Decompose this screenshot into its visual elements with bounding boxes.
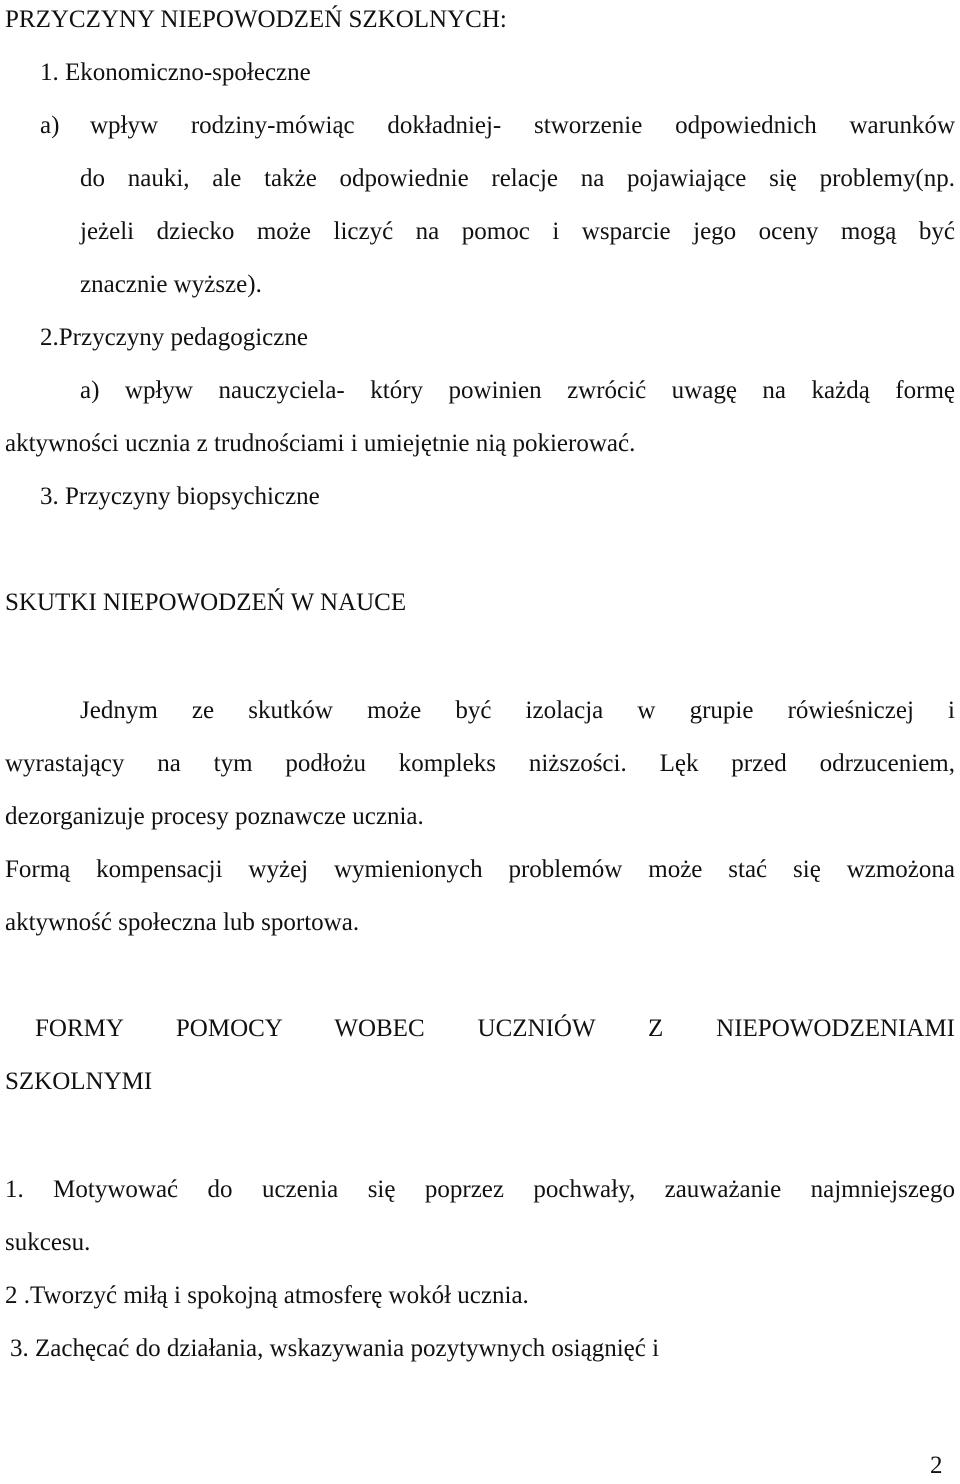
para1-line-2: wyrastający na tym podłożu kompleks niższości. Lęk przed odrzuceniem, bbox=[5, 750, 955, 777]
section3-heading-line-1: FORMY POMOCY WOBEC UCZNIÓW Z NIEPOWODZENIAMI bbox=[35, 1015, 955, 1042]
section2-heading: SKUTKI NIEPOWODZEŃ W NAUCE bbox=[5, 589, 407, 616]
item2-title: 2.Przyczyny pedagogiczne bbox=[40, 324, 308, 351]
item1-a-line-2: do nauki, ale także odpowiednie relacje na pojawiające się problemy(np. bbox=[80, 165, 955, 192]
item1-a-line-1: wpływ rodziny-mówiąc dokładniej- stworzenie odpowiednich warunków bbox=[90, 112, 955, 139]
para1-line-1: Jednym ze skutków może być izolacja w grupie rówieśniczej i bbox=[80, 697, 955, 724]
item1-title: 1. Ekonomiczno-społeczne bbox=[40, 59, 311, 86]
help-item1-line-1: 1. Motywować do uczenia się poprzez pochwały, zauważanie najmniejszego bbox=[5, 1176, 955, 1203]
item1-a-line-4: znacznie wyższe). bbox=[80, 271, 262, 298]
item2-a-line-1: a) wpływ nauczyciela- który powinien zwrócić uwagę na każdą formę bbox=[80, 377, 955, 404]
section3-heading-line-2: SZKOLNYMI bbox=[5, 1068, 153, 1095]
item1-a-marker: a) bbox=[40, 112, 60, 139]
para2-line-1: Formą kompensacji wyżej wymienionych problemów może stać się wzmożona bbox=[5, 856, 955, 883]
para1-line-3: dezorganizuje procesy poznawcze ucznia. bbox=[5, 803, 424, 830]
help-item1-line-2: sukcesu. bbox=[5, 1229, 91, 1256]
item1-a-line-3: jeżeli dziecko może liczyć na pomoc i wsparcie jego oceny mogą być bbox=[80, 218, 955, 245]
item3-title: 3. Przyczyny biopsychiczne bbox=[40, 483, 320, 510]
section1-heading: PRZYCZYNY NIEPOWODZEŃ SZKOLNYCH: bbox=[5, 6, 507, 33]
para2-line-2: aktywność społeczna lub sportowa. bbox=[5, 909, 360, 936]
help-item2: 2 .Tworzyć miłą i spokojną atmosferę wokół ucznia. bbox=[5, 1282, 529, 1309]
help-item3: 3. Zachęcać do działania, wskazywania pozytywnych osiągnięć i bbox=[10, 1335, 660, 1362]
page-number: 2 bbox=[930, 1452, 943, 1479]
item2-a-line-2: aktywności ucznia z trudnościami i umiejętnie nią pokierować. bbox=[5, 430, 636, 457]
